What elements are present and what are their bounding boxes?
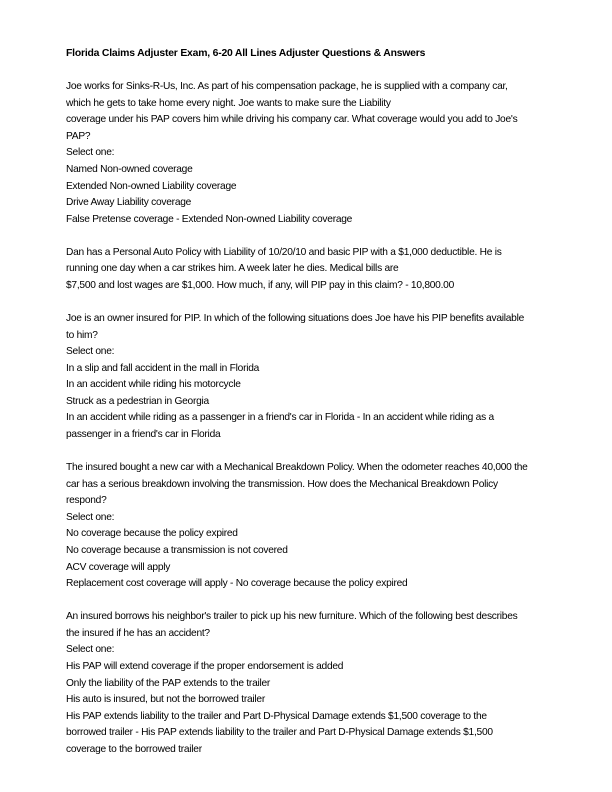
question-text-line: car has a serious breakdown involving the transmission. How does the Mechanical Breakdown Policy [66,478,498,490]
question-text-line: running one day when a car strikes him. A week later he dies. Medical bills are [66,263,399,275]
answer-option: No coverage because the policy expired [66,528,238,540]
answer-option: ACV coverage will apply [66,561,171,573]
select-one-label: Select one: [66,511,115,523]
answer-option-with-answer: His PAP extends liability to the trailer and Part D-Physical Damage extends $1,500 coverage to the [66,710,487,722]
answer-option: His auto is insured, but not the borrowed trailer [66,694,265,706]
question-text-line: Dan has a Personal Auto Policy with Liability of 10/20/10 and basic PIP with a $1,000 deductible. He is [66,246,502,258]
answer-option-with-answer: False Pretense coverage - Extended Non-owned Liability coverage [66,213,353,225]
answer-option-with-answer: coverage to the borrowed trailer [66,743,202,755]
answer-option: In a slip and fall accident in the mall in Florida [66,362,260,374]
question-block-1 [66,79,552,228]
answer-option: Extended Non-owned Liability coverage [66,180,237,192]
question-text-line: which he gets to take home every night. Joe wants to make sure the Liability [66,97,391,109]
question-text-line: respond? [66,495,107,507]
question-text-line: Joe works for Sinks-R-Us, Inc. As part of his compensation package, he is supplied with a company car, [66,81,508,92]
answer-option: In an accident while riding his motorcycle [66,379,241,391]
select-one-label: Select one: [66,346,115,358]
question-text-line: An insured borrows his neighbor's trailer to pick up his new furniture. Which of the following best describes [66,611,518,623]
answer-option: Drive Away Liability coverage [66,197,192,209]
question-text-line: coverage under his PAP covers him while driving his company car. What coverage would you add to Joe's [66,114,518,126]
question-block-5 [66,609,552,758]
document-title: Florida Claims Adjuster Exam, 6-20 All Lines Adjuster Questions & Answers [66,48,426,59]
select-one-label: Select one: [66,147,115,159]
answer-option-with-answer: borrowed trailer - His PAP extends liability to the trailer and Part D-Physical Damage extends $1,500 [66,727,493,739]
answer-option: Named Non-owned coverage [66,163,193,175]
question-block-3 [66,311,552,444]
question-text-line-with-answer: $7,500 and lost wages are $1,000. How much, if any, will PIP pay in this claim? - 10,800.00 [66,279,454,291]
answer-option: No coverage because a transmission is not covered [66,545,288,557]
question-block-4 [66,460,552,593]
question-text-line: the insured if he has an accident? [66,627,210,639]
question-text-line: PAP? [66,130,91,142]
answer-option: His PAP will extend coverage if the proper endorsement is added [66,660,344,672]
select-one-label: Select one: [66,644,115,656]
answer-option-with-answer: Replacement cost coverage will apply - No coverage because the policy expired [66,578,408,590]
question-block-2 [66,245,552,295]
question-text-line: to him? [66,329,98,341]
answer-option-with-answer: In an accident while riding as a passenger in a friend's car in Florida - In an accident while riding as a [66,412,494,424]
answer-option: Only the liability of the PAP extends to the trailer [66,677,271,689]
answer-option: Struck as a pedestrian in Georgia [66,395,209,407]
question-text-line: Joe is an owner insured for PIP. In which of the following situations does Joe have his PIP benefits available [66,312,525,324]
question-text-line: The insured bought a new car with a Mechanical Breakdown Policy. When the odometer reaches 40,000 the [66,462,528,474]
answer-option-with-answer: passenger in a friend's car in Florida [66,429,221,441]
